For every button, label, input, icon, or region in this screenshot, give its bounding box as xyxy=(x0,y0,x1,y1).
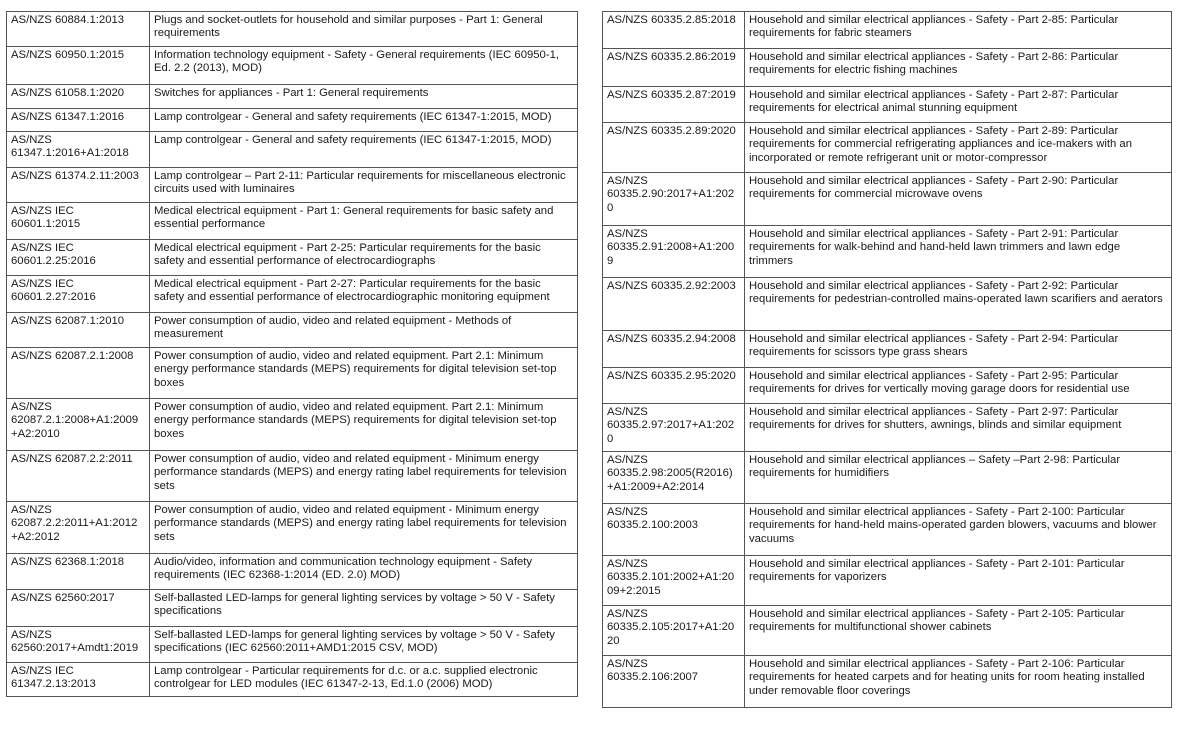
table-row xyxy=(603,556,1172,606)
standard-code-cell: AS/NZS 60335.2.87:2019 xyxy=(603,87,745,123)
standard-title-cell: Switches for appliances - Part 1: General requirements xyxy=(150,85,578,109)
table-row xyxy=(603,368,1172,404)
table-row xyxy=(603,123,1172,173)
standard-code-cell: AS/NZS 62087.2.1:2008+A1:2009 +A2:2010 xyxy=(7,399,150,451)
table-row xyxy=(7,132,578,168)
standard-code-cell: AS/NZS 60335.2.85:2018 xyxy=(603,12,745,49)
standard-title-cell: Power consumption of audio, video and related equipment. Part 2.1: Minimum energy performance standards (MEPS) requirements for digital television set-top boxes xyxy=(150,348,578,399)
standard-title-cell: Lamp controlgear - Particular requirements for d.c. or a.c. supplied electronic controlgear for LED modules (IEC 61347-2-13, Ed.1.0 (2006) MOD) xyxy=(150,663,578,697)
standard-code-cell: AS/NZS 62368.1:2018 xyxy=(7,554,150,590)
standard-code-cell: AS/NZS 60335.2.101:2002+A1:2009+2:2015 xyxy=(603,556,745,606)
table-row xyxy=(603,87,1172,123)
standard-title-cell: Plugs and socket-outlets for household and similar purposes - Part 1: General requirements xyxy=(150,12,578,47)
standard-code-cell: AS/NZS 60335.2.98:2005(R2016) +A1:2009+A2:2014 xyxy=(603,452,745,504)
table-row xyxy=(603,12,1172,49)
standards-table-left xyxy=(6,11,578,697)
table-row xyxy=(7,590,578,627)
standard-code-cell: AS/NZS 60335.2.95:2020 xyxy=(603,368,745,404)
standard-code-cell: AS/NZS 60950.1:2015 xyxy=(7,47,150,85)
standard-code-cell: AS/NZS IEC 60601.1:2015 xyxy=(7,203,150,240)
table-row xyxy=(7,348,578,399)
standard-title-cell: Household and similar electrical appliances – Safety –Part 2-98: Particular requirements for humidifiers xyxy=(745,452,1172,504)
standard-code-cell: AS/NZS 60335.2.90:2017+A1:2020 xyxy=(603,173,745,226)
standard-title-cell: Household and similar electrical appliances - Safety - Part 2-95: Particular requirements for drives for vertically moving garage doors for residential use xyxy=(745,368,1172,404)
standards-table-right xyxy=(602,11,1172,708)
table-row xyxy=(7,85,578,109)
standard-code-cell: AS/NZS 61347.1:2016+A1:2018 xyxy=(7,132,150,168)
standard-title-cell: Power consumption of audio, video and related equipment. Part 2.1: Minimum energy performance standards (MEPS) requirements for digital television set-top boxes xyxy=(150,399,578,451)
standard-title-cell: Household and similar electrical appliances - Safety - Part 2-87: Particular requirements for electrical animal stunning equipment xyxy=(745,87,1172,123)
standard-title-cell: Household and similar electrical appliances - Safety - Part 2-100: Particular requirements for hand-held mains-operated garden blowers, vacuums and blower vacuums xyxy=(745,504,1172,556)
standard-title-cell: Household and similar electrical appliances - Safety - Part 2-101: Particular requirements for vaporizers xyxy=(745,556,1172,606)
standard-code-cell: AS/NZS 61374.2.11:2003 xyxy=(7,168,150,203)
table-row xyxy=(7,399,578,451)
standard-code-cell: AS/NZS IEC 60601.2.27:2016 xyxy=(7,276,150,313)
table-row xyxy=(603,404,1172,452)
standard-title-cell: Self-ballasted LED-lamps for general lighting services by voltage > 50 V - Safety specifications xyxy=(150,590,578,627)
standard-title-cell: Household and similar electrical appliances - Safety - Part 2-106: Particular requirements for heated carpets and for heating units for room heating installed under removable floor coverings xyxy=(745,656,1172,708)
standard-code-cell: AS/NZS 62087.1:2010 xyxy=(7,313,150,348)
standard-code-cell: AS/NZS 60335.2.92:2003 xyxy=(603,278,745,331)
standard-title-cell: Household and similar electrical appliances - Safety - Part 2-86: Particular requirements for electric fishing machines xyxy=(745,49,1172,87)
standard-title-cell: Lamp controlgear - General and safety requirements (IEC 61347-1:2015, MOD) xyxy=(150,109,578,132)
table-row xyxy=(7,663,578,697)
standard-code-cell: AS/NZS 62560:2017 xyxy=(7,590,150,627)
standard-code-cell: AS/NZS 61347.1:2016 xyxy=(7,109,150,132)
standard-title-cell: Lamp controlgear - General and safety requirements (IEC 61347-1:2015, MOD) xyxy=(150,132,578,168)
standard-title-cell: Medical electrical equipment - Part 2-27: Particular requirements for the basic safety and essential performance of electrocardiographic monitoring equipment xyxy=(150,276,578,313)
standard-title-cell: Lamp controlgear – Part 2-11: Particular requirements for miscellaneous electronic circuits used with luminaires xyxy=(150,168,578,203)
table-row xyxy=(7,502,578,554)
table-row xyxy=(603,278,1172,331)
table-row xyxy=(7,313,578,348)
table-row xyxy=(7,240,578,276)
table-row xyxy=(7,627,578,663)
standard-code-cell: AS/NZS 60884.1:2013 xyxy=(7,12,150,47)
standard-title-cell: Household and similar electrical appliances - Safety - Part 2-105: Particular requirements for multifunctional shower cabinets xyxy=(745,606,1172,656)
table-row xyxy=(7,276,578,313)
standard-title-cell: Self-ballasted LED-lamps for general lighting services by voltage > 50 V - Safety specifications (IEC 62560:2011+AMD1:2015 CSV, MOD) xyxy=(150,627,578,663)
table-row xyxy=(603,452,1172,504)
table-row xyxy=(7,47,578,85)
table-row xyxy=(603,331,1172,368)
table-row xyxy=(603,226,1172,278)
table-row xyxy=(603,504,1172,556)
standard-title-cell: Audio/video, information and communication technology equipment - Safety requirements (IEC 62368-1:2014 (ED. 2.0) MOD) xyxy=(150,554,578,590)
table-row xyxy=(7,109,578,132)
standard-title-cell: Household and similar electrical appliances - Safety - Part 2-91: Particular requirements for walk-behind and hand-held lawn trimmers and lawn edge trimmers xyxy=(745,226,1172,278)
standard-code-cell: AS/NZS 61058.1:2020 xyxy=(7,85,150,109)
standard-title-cell: Medical electrical equipment - Part 2-25: Particular requirements for the basic safety and essential performance of electrocardiographs xyxy=(150,240,578,276)
standard-code-cell: AS/NZS 60335.2.100:2003 xyxy=(603,504,745,556)
table-row xyxy=(603,606,1172,656)
standard-code-cell: AS/NZS 60335.2.97:2017+A1:2020 xyxy=(603,404,745,452)
standard-title-cell: Household and similar electrical appliances - Safety - Part 2-92: Particular requirements for pedestrian-controlled mains-operated lawn scarifiers and aerators xyxy=(745,278,1172,331)
table-row xyxy=(7,12,578,47)
standard-title-cell: Household and similar electrical appliances - Safety - Part 2-85: Particular requirements for fabric steamers xyxy=(745,12,1172,49)
standard-code-cell: AS/NZS 62087.2.1:2008 xyxy=(7,348,150,399)
standard-title-cell: Medical electrical equipment - Part 1: General requirements for basic safety and essential performance xyxy=(150,203,578,240)
standard-title-cell: Power consumption of audio, video and related equipment - Minimum energy performance standards (MEPS) and energy rating label requirements for television sets xyxy=(150,451,578,502)
standard-title-cell: Household and similar electrical appliances - Safety - Part 2-89: Particular requirements for commercial refrigerating appliances and ice-makers with an incorporated or remote refrigerant unit or motor-compressor xyxy=(745,123,1172,173)
standard-title-cell: Power consumption of audio, video and related equipment - Minimum energy performance standards (MEPS) and energy rating label requirements for television sets xyxy=(150,502,578,554)
standard-title-cell: Power consumption of audio, video and related equipment - Methods of measurement xyxy=(150,313,578,348)
standard-title-cell: Household and similar electrical appliances - Safety - Part 2-94: Particular requirements for scissors type grass shears xyxy=(745,331,1172,368)
table-row xyxy=(7,554,578,590)
standard-code-cell: AS/NZS 60335.2.86:2019 xyxy=(603,49,745,87)
standard-code-cell: AS/NZS 60335.2.94:2008 xyxy=(603,331,745,368)
standard-code-cell: AS/NZS 60335.2.91:2008+A1:2009 xyxy=(603,226,745,278)
standard-code-cell: AS/NZS 62560:2017+Amdt1:2019 xyxy=(7,627,150,663)
table-row xyxy=(603,49,1172,87)
table-row xyxy=(7,451,578,502)
standard-code-cell: AS/NZS 62087.2.2:2011 xyxy=(7,451,150,502)
table-row xyxy=(7,203,578,240)
standard-code-cell: AS/NZS 60335.2.105:2017+A1:2020 xyxy=(603,606,745,656)
standard-title-cell: Household and similar electrical appliances - Safety - Part 2-97: Particular requirements for drives for shutters, awnings, blinds and similar equipment xyxy=(745,404,1172,452)
standard-code-cell: AS/NZS IEC 61347.2.13:2013 xyxy=(7,663,150,697)
standard-title-cell: Household and similar electrical appliances - Safety - Part 2-90: Particular requirements for commercial microwave ovens xyxy=(745,173,1172,226)
standard-code-cell: AS/NZS IEC 60601.2.25:2016 xyxy=(7,240,150,276)
table-row xyxy=(7,168,578,203)
standard-code-cell: AS/NZS 60335.2.106:2007 xyxy=(603,656,745,708)
table-row xyxy=(603,656,1172,708)
standard-title-cell: Information technology equipment - Safety - General requirements (IEC 60950-1, Ed. 2.2 (2013), MOD) xyxy=(150,47,578,85)
standard-code-cell: AS/NZS 60335.2.89:2020 xyxy=(603,123,745,173)
table-row xyxy=(603,173,1172,226)
standard-code-cell: AS/NZS 62087.2.2:2011+A1:2012 +A2:2012 xyxy=(7,502,150,554)
